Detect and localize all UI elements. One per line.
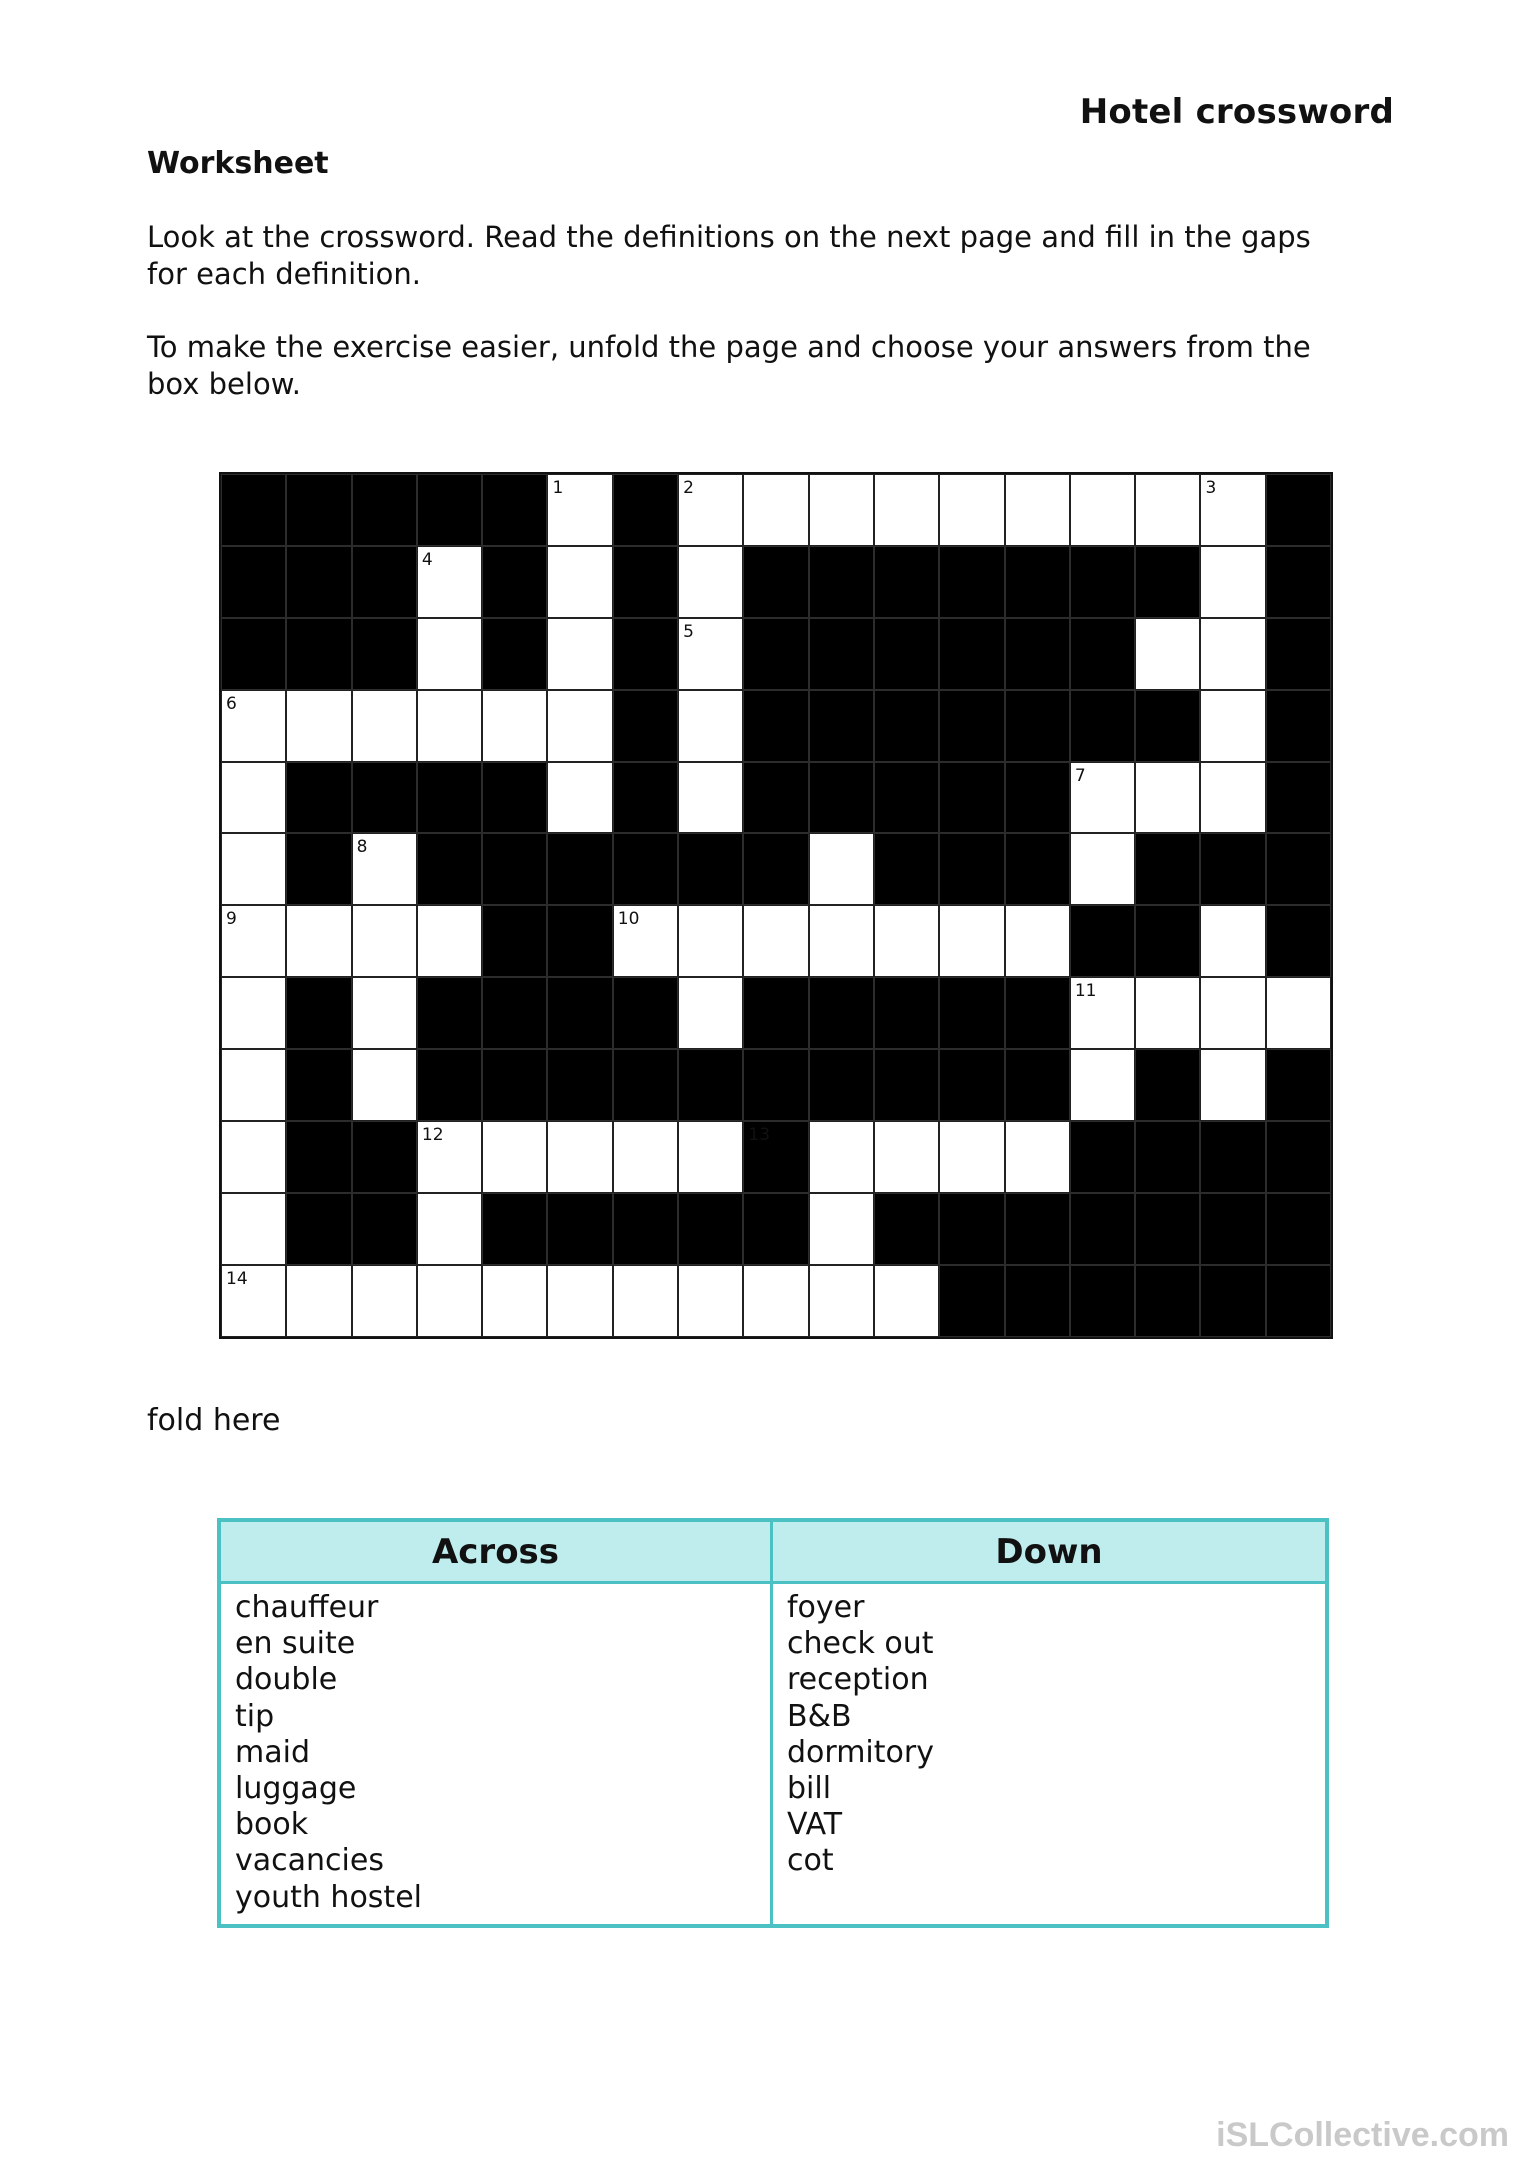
crossword-cell-blocked [874, 618, 939, 690]
crossword-cell-blocked [1266, 690, 1331, 762]
crossword-cell-blocked [352, 618, 417, 690]
crossword-cell-open[interactable] [286, 905, 351, 977]
crossword-cell-blocked [482, 618, 547, 690]
crossword-cell-open[interactable] [417, 1121, 482, 1193]
crossword-cell-blocked [1200, 1121, 1265, 1193]
crossword-cell-open[interactable] [221, 1049, 286, 1121]
crossword-cell-blocked [743, 762, 808, 834]
crossword-cell-open[interactable] [613, 1121, 678, 1193]
crossword-cell-blocked [1135, 833, 1200, 905]
crossword-cell-blocked [1005, 1193, 1070, 1265]
crossword-cell-open[interactable] [221, 905, 286, 977]
crossword-cell-open[interactable] [1070, 762, 1135, 834]
crossword-cell-blocked [482, 833, 547, 905]
crossword-cell-open[interactable] [352, 1049, 417, 1121]
crossword-cell-blocked [939, 977, 1004, 1049]
crossword-cell-blocked [874, 833, 939, 905]
across-word: chauffeur [235, 1590, 379, 1625]
crossword-cell-blocked [286, 977, 351, 1049]
crossword-cell-open[interactable] [417, 618, 482, 690]
down-word-list [773, 1584, 1325, 1924]
crossword-cell-blocked [939, 1193, 1004, 1265]
crossword-cell-blocked [743, 977, 808, 1049]
clue-number: 2 [683, 478, 694, 498]
crossword-cell-blocked [809, 977, 874, 1049]
crossword-cell-open[interactable] [221, 1265, 286, 1337]
crossword-cell-blocked [939, 1049, 1004, 1121]
crossword-cell-blocked [1135, 905, 1200, 977]
crossword-cell-blocked [482, 474, 547, 546]
crossword-cell-blocked [286, 546, 351, 618]
crossword-cell-blocked [286, 1049, 351, 1121]
crossword-cell-blocked [482, 1193, 547, 1265]
crossword-cell-blocked [482, 762, 547, 834]
crossword-cell-blocked [743, 1049, 808, 1121]
down-word: foyer [787, 1590, 865, 1625]
crossword-cell-open[interactable] [1200, 762, 1265, 834]
crossword-cell-blocked [743, 618, 808, 690]
crossword-cell-blocked [221, 546, 286, 618]
crossword-cell-open[interactable] [547, 474, 612, 546]
crossword-cell-open[interactable] [1070, 474, 1135, 546]
crossword-cell-open[interactable] [547, 618, 612, 690]
crossword-cell-blocked [613, 762, 678, 834]
crossword-cell-open[interactable] [417, 1265, 482, 1337]
crossword-cell-blocked [482, 1049, 547, 1121]
crossword-cell-open[interactable] [286, 690, 351, 762]
crossword-cell-blocked [482, 546, 547, 618]
crossword-cell-blocked [417, 762, 482, 834]
crossword-cell-open[interactable] [1070, 977, 1135, 1049]
clue-number: 10 [617, 909, 640, 930]
down-word: dormitory [787, 1734, 934, 1770]
crossword-cell-blocked [874, 546, 939, 618]
crossword-cell-blocked [874, 762, 939, 834]
crossword-cell-blocked [613, 546, 678, 618]
crossword-cell-open[interactable] [678, 546, 743, 618]
crossword-cell-open[interactable] [1200, 1049, 1265, 1121]
crossword-cell-blocked [1266, 1121, 1331, 1193]
down-word: VAT [787, 1807, 843, 1843]
crossword-cell-open[interactable] [221, 762, 286, 834]
crossword-cell-blocked [1266, 833, 1331, 905]
crossword-cell-blocked [1135, 690, 1200, 762]
crossword-cell-open[interactable] [417, 546, 482, 618]
crossword-cell-blocked [1266, 1049, 1331, 1121]
crossword-cell-open[interactable] [809, 833, 874, 905]
crossword-cell-open[interactable] [809, 1121, 874, 1193]
fold-here-label: fold here [147, 1403, 281, 1438]
crossword-cell-blocked [1005, 618, 1070, 690]
crossword-cell-blocked [417, 1049, 482, 1121]
clue-number: 4 [421, 549, 433, 570]
crossword-cell-blocked [352, 546, 417, 618]
across-word: youth hostel [235, 1879, 422, 1915]
crossword-cell-blocked [1005, 762, 1070, 834]
crossword-cell-blocked [809, 690, 874, 762]
crossword-cell-blocked [286, 474, 351, 546]
crossword-cell-blocked [613, 1049, 678, 1121]
crossword-cell-open[interactable] [678, 1265, 743, 1337]
crossword-cell-blocked [547, 833, 612, 905]
crossword-cell-blocked [678, 1049, 743, 1121]
clue-number: 11 [1074, 981, 1097, 1002]
crossword-cell-open[interactable] [613, 905, 678, 977]
crossword-cell-open[interactable] [221, 977, 286, 1049]
crossword-cell-open[interactable] [352, 833, 417, 905]
crossword-cell-open[interactable] [1005, 474, 1070, 546]
across-word: maid [235, 1734, 310, 1770]
crossword-cell-open[interactable] [809, 1265, 874, 1337]
crossword-cell-open[interactable] [1005, 1121, 1070, 1193]
crossword-cell-blocked [1200, 1265, 1265, 1337]
crossword-cell-blocked [286, 762, 351, 834]
worksheet-heading: Worksheet [147, 146, 329, 181]
crossword-cell-open[interactable] [809, 1193, 874, 1265]
clue-number: 8 [356, 837, 368, 858]
clue-number: 9 [226, 909, 237, 930]
crossword-cell-open[interactable] [743, 905, 808, 977]
crossword-cell-blocked [1070, 618, 1135, 690]
crossword-cell-open[interactable] [417, 690, 482, 762]
crossword-cell-blocked [874, 690, 939, 762]
crossword-cell-blocked [1070, 905, 1135, 977]
crossword-cell-open[interactable] [678, 1121, 743, 1193]
crossword-cell-blocked [613, 1193, 678, 1265]
crossword-cell-blocked [743, 546, 808, 618]
across-word: vacancies [235, 1843, 384, 1879]
crossword-cell-blocked [1135, 1193, 1200, 1265]
crossword-cell-open[interactable] [874, 905, 939, 977]
crossword-cell-blocked [352, 1193, 417, 1265]
crossword-cell-open[interactable] [678, 762, 743, 834]
crossword-cell-blocked [352, 474, 417, 546]
crossword-cell-open[interactable] [286, 1265, 351, 1337]
crossword-cell-blocked [1135, 546, 1200, 618]
clue-number: 6 [226, 693, 237, 714]
crossword-cell-open[interactable] [1135, 618, 1200, 690]
clue-number: 12 [421, 1125, 444, 1146]
crossword-cell-blocked [613, 474, 678, 546]
crossword-cell-blocked [1070, 1193, 1135, 1265]
crossword-cell-blocked [1200, 1193, 1265, 1265]
crossword-cell-blocked [1266, 1265, 1331, 1337]
crossword-cell-open[interactable] [547, 546, 612, 618]
crossword-cell-blocked [743, 1121, 808, 1193]
crossword-cell-open[interactable] [221, 1193, 286, 1265]
crossword-cell-blocked [939, 690, 1004, 762]
crossword-cell-blocked [874, 1049, 939, 1121]
across-word: double [235, 1662, 338, 1698]
crossword-cell-blocked [1070, 690, 1135, 762]
crossword-cell-open[interactable] [1070, 833, 1135, 905]
crossword-cell-blocked [221, 618, 286, 690]
crossword-cell-open[interactable] [352, 690, 417, 762]
crossword-cell-blocked [1266, 474, 1331, 546]
crossword-cell-blocked [809, 618, 874, 690]
crossword-cell-open[interactable] [1200, 474, 1265, 546]
crossword-cell-blocked [939, 762, 1004, 834]
crossword-cell-open[interactable] [939, 474, 1004, 546]
crossword-cell-blocked [1070, 546, 1135, 618]
crossword-cell-open[interactable] [1266, 977, 1331, 1049]
down-word: B&B [787, 1698, 852, 1734]
crossword-cell-open[interactable] [547, 1265, 612, 1337]
down-header: Down [773, 1522, 1325, 1584]
crossword-cell-blocked [1070, 1265, 1135, 1337]
across-word: tip [235, 1698, 275, 1734]
crossword-cell-blocked [352, 762, 417, 834]
crossword-cell-blocked [809, 762, 874, 834]
crossword-cell-open[interactable] [874, 474, 939, 546]
across-header: Across [221, 1522, 773, 1584]
crossword-cell-blocked [678, 833, 743, 905]
across-word: en suite [235, 1626, 356, 1662]
crossword-cell-open[interactable] [809, 905, 874, 977]
crossword-cell-blocked [417, 977, 482, 1049]
crossword-cell-blocked [547, 1193, 612, 1265]
watermark-logo: iSLCollective.com [1216, 2116, 1509, 2154]
crossword-cell-blocked [547, 905, 612, 977]
crossword-cell-blocked [743, 833, 808, 905]
crossword-cell-open[interactable] [809, 474, 874, 546]
crossword-cell-blocked [286, 833, 351, 905]
crossword-cell-open[interactable] [482, 1265, 547, 1337]
crossword-cell-blocked [939, 546, 1004, 618]
crossword-cell-blocked [743, 690, 808, 762]
crossword-cell-open[interactable] [613, 1265, 678, 1337]
crossword-cell-open[interactable] [352, 905, 417, 977]
instruction-paragraph-1: Look at the crossword. Read the definitions on the next page and fill in the gaps for each definition. [147, 220, 1311, 291]
crossword-cell-open[interactable] [939, 1121, 1004, 1193]
crossword-cell-blocked [1266, 1193, 1331, 1265]
crossword-cell-open[interactable] [678, 977, 743, 1049]
across-word: luggage [235, 1771, 357, 1807]
crossword-cell-open[interactable] [678, 474, 743, 546]
crossword-cell-blocked [743, 1193, 808, 1265]
clue-number: 5 [683, 621, 694, 642]
crossword-cell-blocked [547, 1049, 612, 1121]
crossword-cell-blocked [613, 690, 678, 762]
answer-box [217, 1518, 1329, 1928]
crossword-cell-open[interactable] [1135, 762, 1200, 834]
crossword-cell-blocked [547, 977, 612, 1049]
crossword-cell-open[interactable] [678, 905, 743, 977]
crossword-cell-open[interactable] [743, 474, 808, 546]
down-word: check out [787, 1626, 934, 1662]
crossword-cell-blocked [613, 977, 678, 1049]
clue-number: 14 [226, 1268, 248, 1289]
clue-number: 13 [748, 1125, 771, 1146]
down-word: reception [787, 1662, 929, 1698]
crossword-cell-blocked [482, 905, 547, 977]
across-word-list [221, 1584, 773, 1924]
crossword-cell-open[interactable] [1070, 1049, 1135, 1121]
crossword-cell-blocked [417, 474, 482, 546]
crossword-cell-open[interactable] [874, 1121, 939, 1193]
crossword-cell-blocked [1266, 546, 1331, 618]
crossword-cell-blocked [613, 833, 678, 905]
crossword-cell-blocked [874, 1193, 939, 1265]
down-word: cot [787, 1843, 834, 1879]
crossword-cell-blocked [417, 833, 482, 905]
crossword-cell-open[interactable] [678, 618, 743, 690]
crossword-cell-blocked [221, 474, 286, 546]
crossword-cell-blocked [1200, 833, 1265, 905]
crossword-cell-open[interactable] [547, 762, 612, 834]
crossword-cell-blocked [1266, 762, 1331, 834]
crossword-cell-open[interactable] [1135, 977, 1200, 1049]
crossword-cell-open[interactable] [482, 1121, 547, 1193]
crossword-cell-blocked [939, 618, 1004, 690]
crossword-cell-blocked [286, 1121, 351, 1193]
crossword-cell-open[interactable] [939, 905, 1004, 977]
crossword-cell-open[interactable] [743, 1265, 808, 1337]
crossword-cell-open[interactable] [417, 905, 482, 977]
across-word: book [235, 1807, 309, 1843]
crossword-cell-blocked [1266, 618, 1331, 690]
crossword-cell-open[interactable] [1200, 977, 1265, 1049]
crossword-cell-blocked [1005, 546, 1070, 618]
crossword-cell-open[interactable] [221, 833, 286, 905]
crossword-cell-blocked [1266, 905, 1331, 977]
crossword-cell-blocked [1005, 690, 1070, 762]
crossword-cell-blocked [1005, 1049, 1070, 1121]
crossword-cell-open[interactable] [417, 1193, 482, 1265]
crossword-cell-blocked [874, 977, 939, 1049]
crossword-cell-open[interactable] [221, 690, 286, 762]
crossword-cell-blocked [1005, 1265, 1070, 1337]
clue-number: 3 [1205, 478, 1217, 498]
crossword-cell-blocked [1070, 1121, 1135, 1193]
crossword-cell-blocked [482, 977, 547, 1049]
crossword-cell-blocked [1135, 1121, 1200, 1193]
crossword-cell-open[interactable] [1135, 474, 1200, 546]
down-word: bill [787, 1771, 832, 1807]
crossword-cell-blocked [1135, 1265, 1200, 1337]
crossword-cell-blocked [809, 1049, 874, 1121]
crossword-cell-blocked [286, 1193, 351, 1265]
instruction-paragraph-2: To make the exercise easier, unfold the page and choose your answers from the box below. [147, 330, 1311, 401]
crossword-cell-open[interactable] [678, 690, 743, 762]
crossword-cell-open[interactable] [1200, 690, 1265, 762]
crossword-cell-open[interactable] [547, 690, 612, 762]
page-title: Hotel crossword [1079, 92, 1394, 132]
crossword-cell-open[interactable] [1200, 618, 1265, 690]
clue-number: 7 [1074, 765, 1086, 786]
crossword-cell-open[interactable] [482, 690, 547, 762]
crossword-cell-blocked [286, 618, 351, 690]
crossword-cell-open[interactable] [1200, 546, 1265, 618]
crossword-cell-open[interactable] [221, 1121, 286, 1193]
crossword-cell-blocked [939, 1265, 1004, 1337]
crossword-cell-blocked [1135, 1049, 1200, 1121]
crossword-cell-blocked [352, 1121, 417, 1193]
crossword-cell-open[interactable] [352, 1265, 417, 1337]
crossword-cell-blocked [1005, 833, 1070, 905]
crossword-cell-open[interactable] [547, 1121, 612, 1193]
crossword-cell-open[interactable] [1200, 905, 1265, 977]
crossword-cell-open[interactable] [352, 977, 417, 1049]
crossword-cell-open[interactable] [874, 1265, 939, 1337]
clue-number: 1 [552, 478, 564, 498]
crossword-cell-blocked [613, 618, 678, 690]
crossword-cell-blocked [939, 833, 1004, 905]
crossword-cell-blocked [1005, 977, 1070, 1049]
crossword-grid [219, 472, 1333, 1339]
crossword-cell-blocked [678, 1193, 743, 1265]
crossword-cell-blocked [809, 546, 874, 618]
crossword-cell-open[interactable] [1005, 905, 1070, 977]
